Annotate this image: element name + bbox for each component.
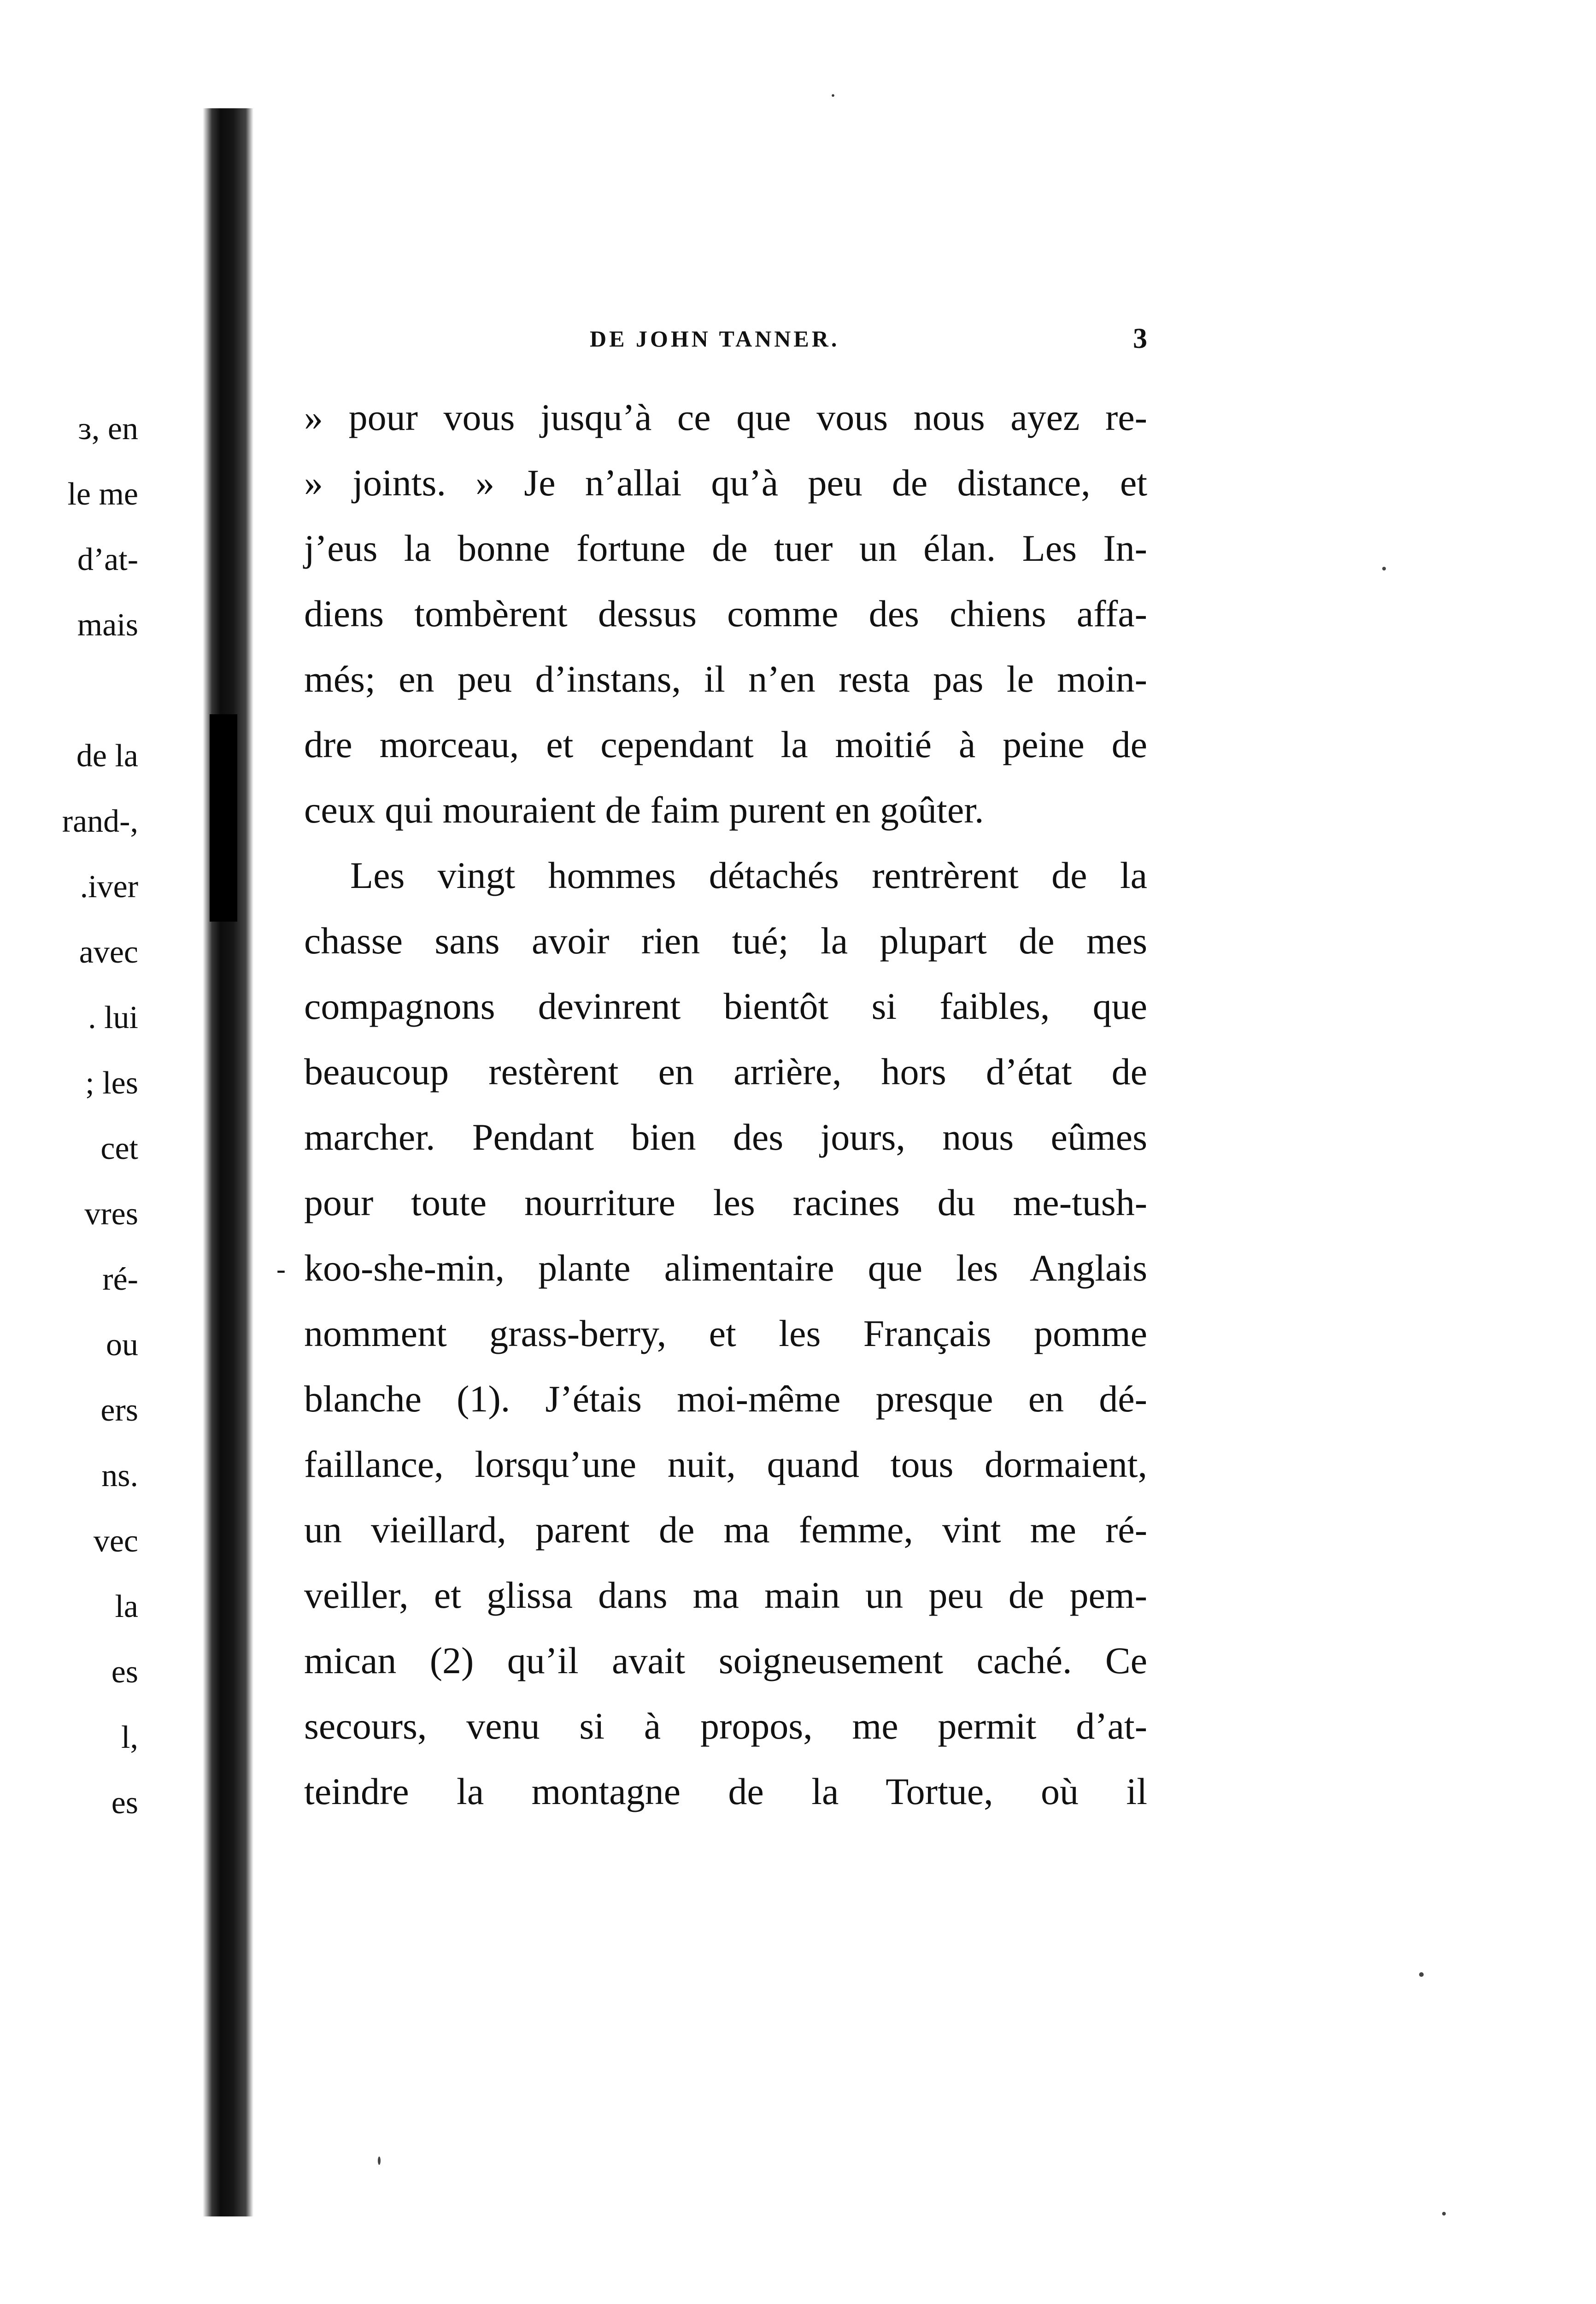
text-line: koo-she-min, plante alimentaire que les Anglais: [304, 1247, 1147, 1289]
page-number: 3: [1133, 323, 1147, 354]
text-line: » joints. » Je n’allai qu’à peu de distance, et: [304, 462, 1147, 504]
facing-page-fragment: ɜ, en: [78, 411, 138, 447]
facing-page-fragment: d’at-: [77, 542, 138, 577]
facing-page-fragment: ; les: [85, 1065, 138, 1101]
facing-page-fragments: [18, 396, 138, 1836]
facing-page-fragment: ré-: [102, 1262, 138, 1297]
facing-page-fragment: vec: [93, 1523, 138, 1559]
text-line: faillance, lorsqu’une nuit, quand tous dormaient,: [304, 1443, 1147, 1485]
text-line: més; en peu d’instans, il n’en resta pas le moin-: [304, 658, 1147, 700]
text-line: diens tombèrent dessus comme des chiens affa-: [304, 593, 1147, 635]
paper-speck: [1442, 2212, 1446, 2216]
facing-page-fragment: es: [111, 1785, 138, 1821]
text-line: » pour vous jusqu’à ce que vous nous ayez re-: [304, 396, 1147, 438]
text-line: un vieillard, parent de ma femme, vint me ré-: [304, 1509, 1147, 1551]
text-line: j’eus la bonne fortune de tuer un élan. Les In-: [304, 527, 1147, 569]
paragraph-start-line: Les vingt hommes détachés rentrèrent de la: [350, 854, 1147, 896]
facing-page-fragment: mais: [77, 607, 138, 643]
facing-page-fragment: ers: [100, 1393, 138, 1428]
running-title: DE JOHN TANNER.: [590, 326, 840, 352]
binding-gutter-dark-band: [210, 714, 237, 922]
facing-page-fragment: la: [115, 1589, 138, 1624]
text-line: marcher. Pendant bien des jours, nous eûmes: [304, 1116, 1147, 1158]
facing-page-fragment: avec: [79, 935, 138, 970]
text-line: pour toute nourriture les racines du me-tush-: [304, 1181, 1147, 1223]
text-line: compagnons devinrent bientôt si faibles, que: [304, 985, 1147, 1027]
text-line: secours, venu si à propos, me permit d’at-: [304, 1705, 1147, 1747]
paper-speck: [1419, 1972, 1424, 1977]
facing-page-fragment: .iver: [80, 869, 138, 905]
facing-page-fragment: ns.: [101, 1458, 138, 1493]
facing-page-fragment: de la: [76, 738, 138, 774]
facing-page-fragment: . lui: [88, 1000, 138, 1035]
text-line: blanche (1). J’étais moi-même presque en dé-: [304, 1378, 1147, 1420]
text-line: mican (2) qu’il avait soigneusement caché. Ce: [304, 1640, 1147, 1681]
text-line: ceux qui mouraient de faim purent en goûter.: [304, 789, 984, 831]
paper-speck: [1382, 567, 1386, 570]
printing-speck: ·: [829, 83, 837, 108]
text-line: beaucoup restèrent en arrière, hors d’état de: [304, 1051, 1147, 1093]
facing-page-fragment: vres: [84, 1196, 138, 1232]
text-line: dre morceau, et cependant la moitié à peine de: [304, 723, 1147, 765]
margin-mark: -: [276, 1254, 286, 1284]
facing-page-fragment: ou: [106, 1327, 138, 1363]
facing-page-fragment: rand-,: [62, 804, 138, 839]
text-line: chasse sans avoir rien tué; la plupart de mes: [304, 920, 1147, 962]
page-header: [304, 318, 1147, 359]
binding-gutter: [203, 108, 253, 2216]
text-line: teindre la montagne de la Tortue, où il: [304, 1770, 1147, 1812]
body-text: [304, 385, 1147, 1824]
text-line: nomment grass-berry, et les Français pomme: [304, 1312, 1147, 1354]
facing-page-fragment: [18, 658, 138, 723]
text-line: veiller, et glissa dans ma main un peu de pem-: [304, 1574, 1147, 1616]
facing-page-fragment: cet: [100, 1131, 138, 1166]
paper-speck: [378, 2157, 381, 2165]
facing-page-fragment: l,: [121, 1720, 138, 1755]
facing-page-fragment: es: [111, 1654, 138, 1690]
facing-page-fragment: le me: [67, 476, 138, 512]
